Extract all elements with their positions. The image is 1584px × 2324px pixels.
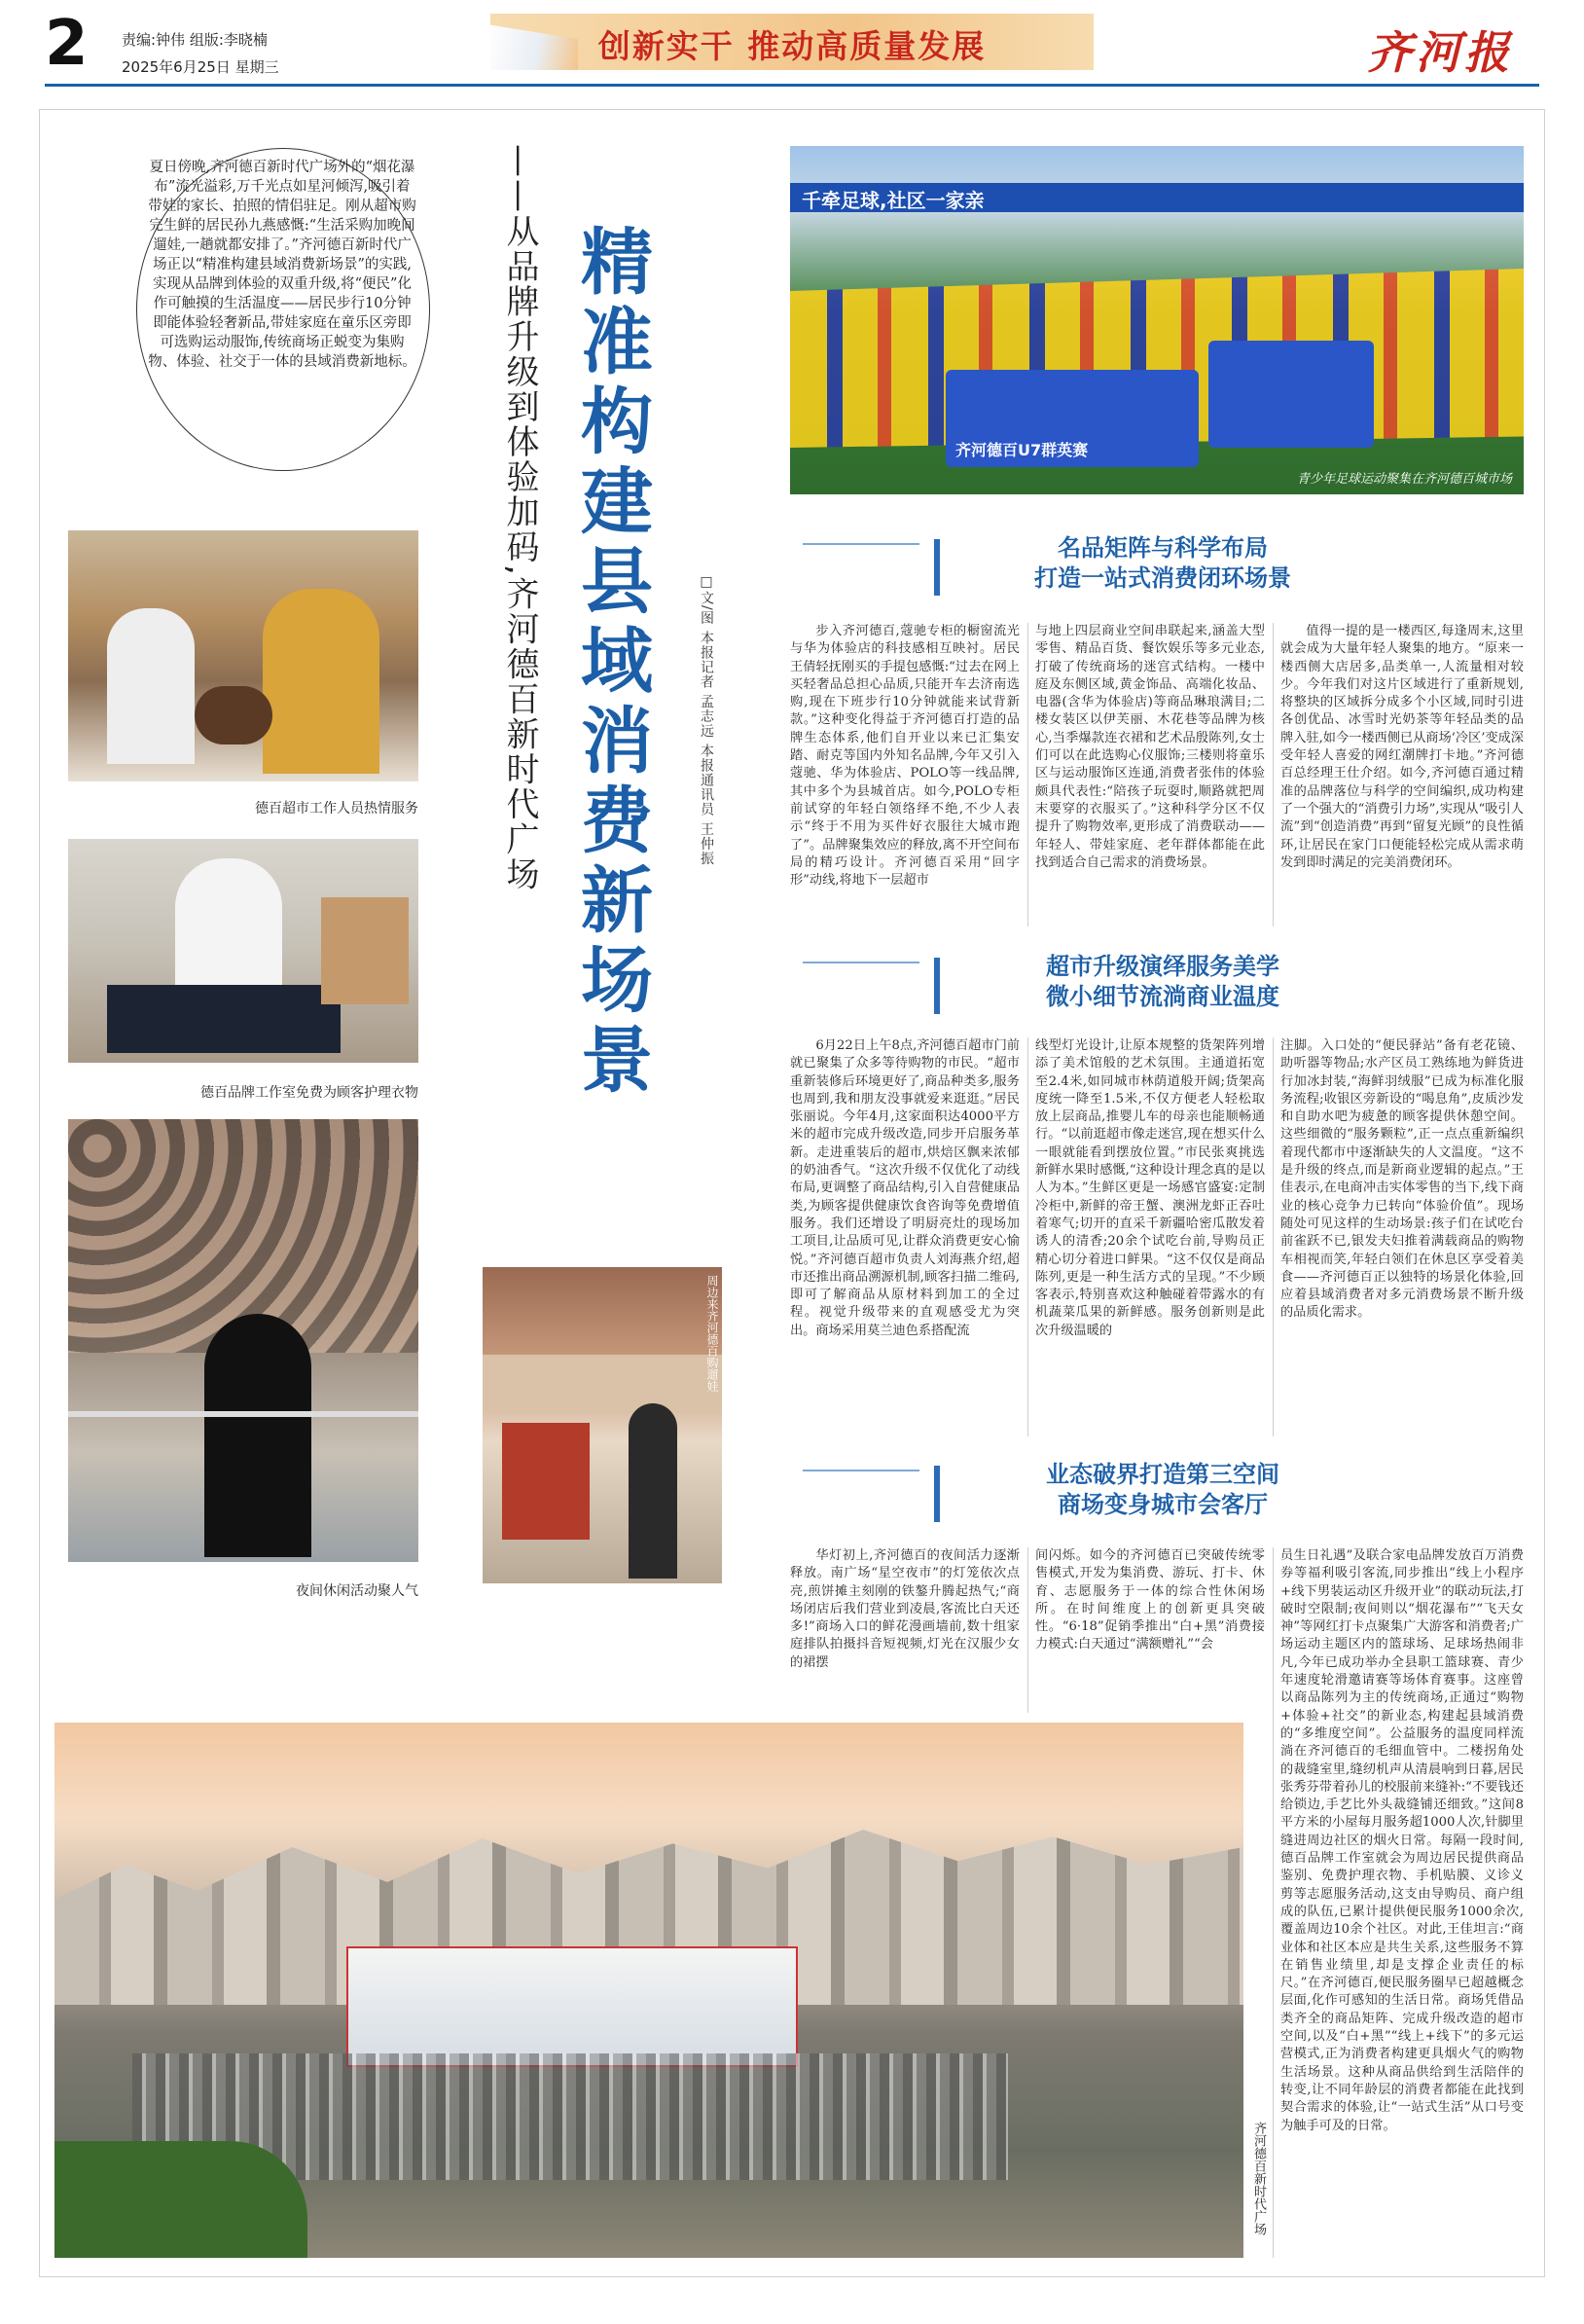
page-header — [0, 0, 1584, 92]
caption-tailor-studio: 德百品牌工作室免费为顾客护理衣物 — [200, 1085, 418, 1101]
section2-col1-text: 6月22日上午8点,齐河德百超市门前就已聚集了众多等待购物的市民。“超市重新装修后环境更好了,商品种类多,服务也周到,我和朋友没事就爱来逛逛。”居民张丽说。今年4月,这家面积达4000平方米的超市完成升级改造,同步开启服务革新。走进重装后的超市,烘焙区飘来浓郁的奶油香气。“这次升级不仅优化了动线布局,更调整了商品结构,引入自营健康品类,为顾客提供健康饮食咨询等免费增值服务。我们还增设了明厨亮灶的现场加工项目,让品质可见,让群众消费更安心愉悦。”齐河德百超市负责人刘海燕介绍,超市还推出商品溯源机制,顾客扫描二维码,即可了解商品从原材料到加工的全过程。视觉升级带来的直观感受尤为突出。商场采用莫兰迪色系搭配流 — [790, 1038, 1020, 1338]
masthead-logo: 齐河报 — [1367, 26, 1513, 79]
page-number: 2 — [45, 8, 89, 80]
header-rule — [45, 84, 1539, 87]
caption-night-activity: 夜间休闲活动聚人气 — [296, 1583, 418, 1599]
caption-supermarket-service: 德百超市工作人员热情服务 — [255, 801, 418, 817]
section2-heading-line2: 微小细节流淌商业温度 — [1046, 983, 1279, 1010]
editors-line: 责编:钟伟 组版:李晓楠 — [122, 31, 268, 49]
headline-title: 精准构建县域消费新场景 — [569, 224, 653, 1102]
caption-supermarket-interior: 周边来齐河德百购遛娃 — [705, 1275, 719, 1392]
caption-aerial-plaza: 齐河德百新时代广场 — [1251, 2122, 1266, 2235]
section1-col2-text: 与地上四层商业空间串联起来,涵盖大型零售、精品百货、餐饮娱乐等多元业态,打破了传统商场的迷宫式结构。一楼中庭及东侧区域,黄金饰品、高端化妆品、电器(含华为体验店)等商品琳琅满目;二楼女装区以伊芙丽、木花巷等品牌为核心,当季爆款连衣裙和艺术品殷陈列,女士们可以在此选购心仪服饰;三楼则将童乐区与运动服饰区连通,消费者张伟的体验颇具代表性:“陪孩子玩耍时,顺路就把周末要穿的衣服买了。”这种科学分区不仅提升了购物效率,更形成了消费联动——年轻人、带娃家庭、老年群体都能在此找到适合自己需求的消费场景。 — [1035, 624, 1265, 870]
football-sign-text: 齐河德百U7群英赛 — [955, 441, 1089, 459]
slogan-banner — [490, 14, 1094, 70]
slogan-text: 创新实干 推动高质量发展 — [597, 27, 987, 65]
page-frame — [39, 109, 1545, 2277]
section2-heading-line1: 超市升级演绎服务美学 — [1046, 953, 1279, 980]
section1-col1-text: 步入齐河德百,蔻驰专柜的橱窗流光与华为体验店的科技感相互映衬。居民王倩轻抚刚买的手提包感慨:“过去在网上买轻奢品总担心品质,只能开车去济南选购,现在下班步行10分钟就能来试背新款。”这种变化得益于齐河德百打造的品牌生态体系,他们自开业以来已汇集安踏、耐克等国内外知名品牌,今年又引入蔻驰、华为体验店、POLO等一线品牌,其中多个为县城首店。如今,POLO专柜前试穿的年轻白领络绎不绝,不少人表示“终于不用为买件好衣服往大城市跑了”。品牌聚集效应的释放,离不开空间布局的精巧设计。齐河德百采用“回字形”动线,将地下一层超市 — [790, 624, 1020, 889]
intro-text: 夏日傍晚,齐河德百新时代广场外的“烟花瀑布”流光溢彩,万千光点如星河倾泻,吸引着带娃的家长、拍照的情侣驻足。刚从超市购完生鲜的居民孙九燕感慨:“生活采购加晚间遛娃,一趟就都安排了。”齐河德百新时代广场正以“精准构建县域消费新场景”的实践,实现从品牌到体验的双重升级,将“便民”化作可触摸的生活温度——居民步行10分钟即能体验轻奢新品,带娃家庭在童乐区旁即可选购运动服饰,传统商场正蜕变为集购物、体验、社交于一体的县域消费新地标。 — [148, 160, 416, 370]
section3-heading-line2: 商场变身城市会客厅 — [1058, 1491, 1268, 1518]
section3-col1-text: 华灯初上,齐河德百的夜间活力逐渐释放。南广场“星空夜市”的灯笼依次点亮,煎饼摊主刻刚的铁鏊升腾起热气;“商场闭店后我们营业到凌晨,客流比白天还多!”商场入口的鲜花漫画墙前,数十组家庭排队拍摄抖音短视频,灯光在汉服少女的裙摆 — [790, 1548, 1020, 1670]
section3-col3-text: 员生日礼遇”及联合家电品牌发放百万消费券等福利吸引客流,同步推出“线上小程序+线下男装运动区升级开业”的联动玩法,打破时空限制;夜间则以“烟花瀑布”“飞天女神”等网红打卡点聚集广大游客和消费者;广场运动主题区内的篮球场、足球场热闹非凡,今年已成功举办全县职工篮球赛、青少年速度轮滑邀请赛等场体育赛事。这座曾以商品陈列为主的传统商场,正通过“购物+体验+社交”的新业态,构建起县域消费的“多维度空间”。公益服务的温度同样流淌在齐河德百的毛细血管中。二楼拐角处的裁缝室里,缝纫机声从清晨响到日暮,居民张秀芬带着孙儿的校服前来缝补:“不要钱还给锁边,手艺比外头裁缝铺还细致。”这间8平方米的小屋每月服务超1000人次,针脚里缝进周边社区的烟火日常。每隔一段时间,德百品牌工作室就会为周边居民提供商品鉴别、免费护理衣物、手机贴膜、义诊义剪等志愿服务活动,这支由导购员、商户组成的队伍,已累计提供便民服务1000余次,覆盖周边10余个社区。对此,王佳坦言:“商业体和社区本应是共生关系,这些服务不算在销售业绩里,却是支撑企业责任的标尺。”在齐河德百,便民服务圈早已超越概念层面,化作可感知的生活日常。商场凭借品类齐全的商品矩阵、完成升级改造的超市空间,以及“白+黑”“线上+线下”的多元运营模式,正为消费者构建更具烟火气的购物生活场景。这种从商品供给到生活陪伴的转变,让不同年龄层的消费者都能在此找到契合需求的体验,让“一站式生活”从口号变为触手可及的日常。 — [1280, 1548, 1524, 2133]
headline-byline: □文/图 本报记者 孟志远 本报通讯员 王仲振 — [699, 574, 714, 866]
headline-subtitle: ——从品牌升级到体验加码,齐河德百新时代广场 — [500, 144, 539, 892]
section2-col3-text: 注脚。入口处的“便民驿站”备有老花镜、助听器等物品;水产区员工熟练地为鲜货进行加冰封装,“海鲜羽绒服”已成为标准化服务流程;收银区旁新设的“喝息角”,皮质沙发和自助水吧为疲惫的顾客提供休憩空间。这些细微的“服务颗粒”,正一点点重新编织着现代都市中逐渐缺失的人文温度。“这不是升级的终点,而是新商业逻辑的起点。”王佳表示,在电商冲击实体零售的当下,线下商业的核心竞争力已转向“体验价值”。现场随处可见这样的生动场景:孩子们在试吃台前雀跃不已,银发夫妇推着满载商品的购物车相视而笑,年轻白领们在休息区享受着美食——齐河德百正以独特的场景化体验,回应着县域消费者对多元消费场景不断升级的品质化需求。 — [1280, 1038, 1524, 1321]
issue-date: 2025年6月25日 星期三 — [122, 58, 279, 76]
section1-col3-text: 值得一提的是一楼西区,每逢周末,这里就会成为大量年轻人聚集的地方。“原来一楼西侧大店居多,品类单一,人流量相对较少。今年我们对这片区域进行了重新规划,将整块的区域拆分成多个小区域,同时引进各创优品、冰雪时光奶茶等年轻品类的品牌入驻,如今一楼西侧已从商场‘冷区’变成深受年轻人喜爱的网红潮牌打卡地。”齐河德百总经理王仕介绍。如今,齐河德百通过精准的品牌落位与科学的空间编织,成功构建了一个强大的“消费引力场”,实现从“吸引人流”到“创造消费”再到“留复光顾”的良性循环,让居民在家门口便能轻松完成从需求萌发到即时满足的完美消费闭环。 — [1280, 624, 1524, 870]
section1-heading-line2: 打造一站式消费闭环场景 — [1034, 564, 1291, 592]
section1-heading-line1: 名品矩阵与科学布局 — [1058, 534, 1268, 562]
caption-youth-football: 青少年足球运动聚集在齐河德百城市场 — [1296, 472, 1512, 487]
section2-col2-text: 线型灯光设计,让原本规整的货架阵列增添了美术馆般的艺术氛围。主通道拓宽至2.4米,如同城市林荫道般开阔;货架高度统一降至1.5米,不仅方便老人轻松取放上层商品,推婴儿车的母亲也能顺畅通行。“以前逛超市像走迷宫,现在想买什么一眼就能看到摆放位置。”市民张爽挑选新鲜水果时感慨,“这种设计理念真的是以人为本。”生鲜区更是一场感官盛宴:定制冷柜中,新鲜的帝王蟹、澳洲龙虾正吞吐着寒气;切开的直采千新疆哈密瓜散发着诱人的清香;20余个试吃台前,导购员正精心切分着进口鲜果。“这不仅仅是商品陈列,更是一种生活方式的呈现。”不少顾客表示,特别喜欢这种触碰着带露水的有机蔬菜瓜果的新鲜感。服务创新则是此次升级温暖的 — [1035, 1038, 1265, 1338]
football-banner-text: 千牵足球,社区一家亲 — [802, 189, 985, 212]
section3-heading-line1: 业态破界打造第三空间 — [1046, 1461, 1279, 1488]
section3-col2-text: 间闪烁。如今的齐河德百已突破传统零售模式,开发为集消费、游玩、打卡、休育、志愿服务于一体的综合性休闲场所。在时间维度上的创新更具突破性。“6·18”促销季推出“白+黑”消费接力模式:白天通过“满额赠礼”“会 — [1035, 1548, 1265, 1652]
